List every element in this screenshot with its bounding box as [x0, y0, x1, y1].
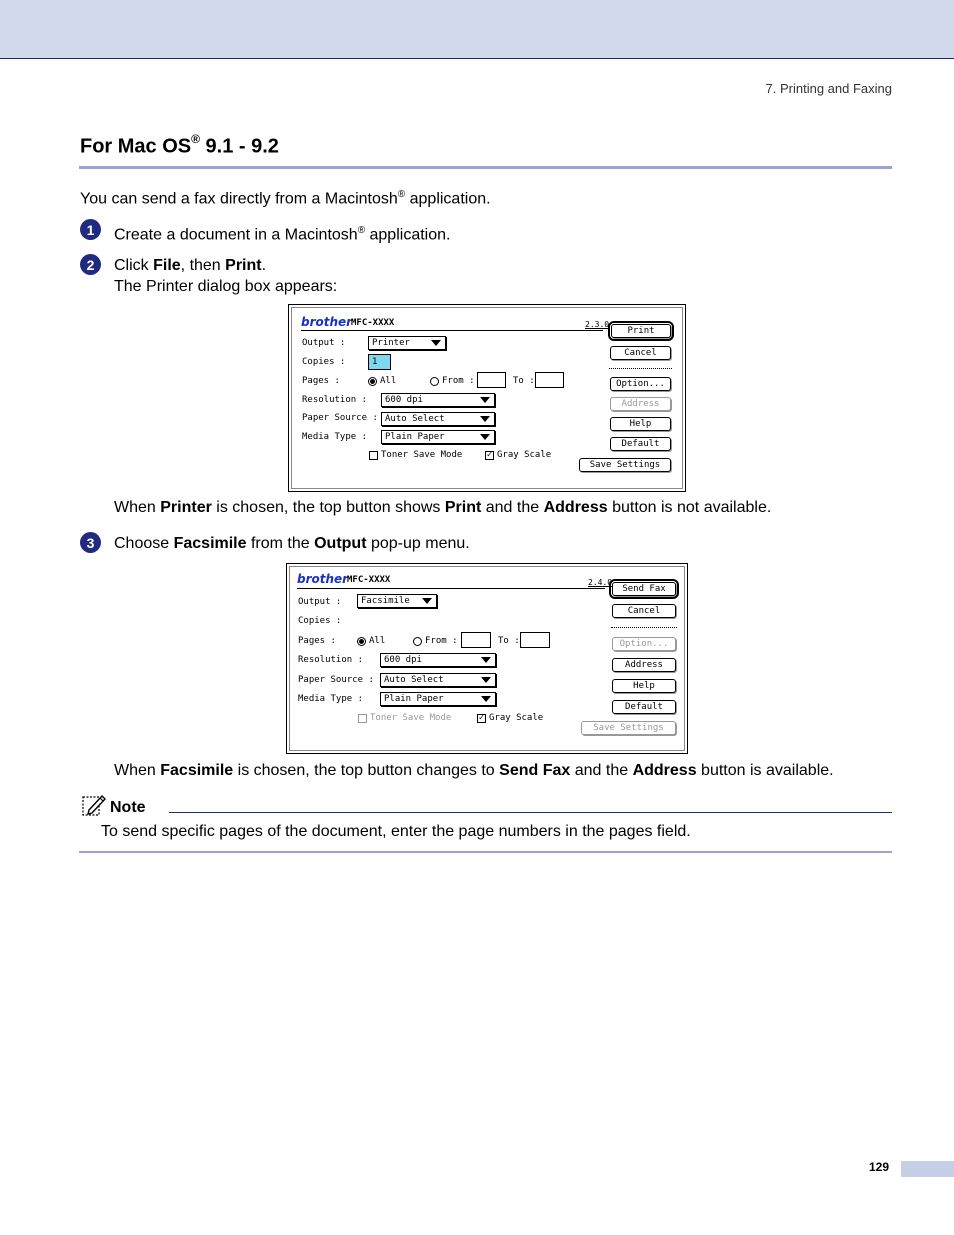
step-1-text: [114, 220, 450, 245]
pages-from-radio[interactable]: [430, 377, 439, 386]
toner-save-label: Toner Save Mode: [370, 713, 452, 723]
default-button[interactable]: Default: [612, 700, 676, 714]
driver-version: 2.4.0: [588, 578, 613, 587]
media-type-value: Plain Paper: [385, 432, 445, 442]
option-button[interactable]: Option...: [610, 377, 671, 391]
caption-part: is chosen, the top button changes to: [233, 762, 500, 779]
copies-label: Copies :: [302, 357, 346, 367]
step-1-part: Create a document in a Macintosh: [114, 226, 358, 244]
section-title: [80, 134, 279, 159]
caption-term: Address: [543, 499, 608, 516]
gray-scale-label: Gray Scale: [489, 713, 544, 723]
media-type-popup[interactable]: [381, 430, 495, 444]
caption-part: is chosen, the top button shows: [211, 499, 445, 516]
title-text: For Mac OS: [80, 135, 192, 158]
chevron-down-icon: [422, 598, 432, 604]
model-name: MFC-XXXX: [347, 575, 391, 585]
toner-save-checkbox[interactable]: [369, 451, 378, 460]
pages-label: Pages :: [298, 636, 336, 646]
output-popup[interactable]: [357, 594, 437, 608]
to-label: To :: [513, 376, 535, 386]
paper-source-value: Auto Select: [385, 414, 445, 424]
gray-scale-label: Gray Scale: [497, 450, 552, 460]
print-button[interactable]: Print: [611, 324, 671, 338]
resolution-popup[interactable]: [381, 393, 495, 407]
chevron-down-icon: [480, 434, 490, 440]
output-value: Printer: [372, 338, 410, 348]
paper-source-popup[interactable]: [381, 412, 495, 426]
step-2-part: .: [261, 257, 267, 274]
copies-label: Copies :: [298, 616, 342, 626]
header-band: [0, 0, 954, 59]
registered-mark: ®: [357, 225, 366, 236]
paper-source-label: Paper Source :: [302, 413, 378, 423]
intro-text: You can send a fax directly from a Macintosh: [80, 190, 398, 208]
page-tab: [901, 1161, 954, 1177]
step-2-part: Click: [114, 257, 154, 274]
copies-field[interactable]: 1: [368, 354, 391, 370]
chevron-down-icon: [480, 397, 490, 403]
caption-part: and the: [481, 499, 544, 516]
resolution-label: Resolution :: [302, 395, 368, 405]
paper-source-value: Auto Select: [384, 675, 444, 685]
gray-scale-checkbox[interactable]: ✓: [486, 450, 493, 460]
media-type-popup[interactable]: [380, 692, 496, 706]
output-popup[interactable]: [368, 336, 446, 350]
caption-facsimile: [114, 760, 834, 781]
step-3-text: [114, 533, 470, 554]
pages-all-radio[interactable]: [368, 377, 377, 386]
menu-print-term: Print: [225, 257, 262, 274]
intro-paragraph: [80, 184, 491, 209]
note-label: Note: [110, 799, 146, 816]
chevron-down-icon: [481, 677, 491, 683]
from-label: From :: [442, 376, 475, 386]
caption-part: button is not available.: [607, 499, 772, 516]
step-2-line-2: The Printer dialog box appears:: [114, 278, 338, 295]
separator: [611, 627, 677, 628]
cancel-button[interactable]: Cancel: [612, 604, 676, 618]
chevron-down-icon: [481, 696, 491, 702]
model-name: MFC-XXXX: [351, 318, 395, 328]
step-1-part-end: application.: [365, 226, 451, 244]
printer-dialog-screenshot: [288, 304, 686, 492]
from-label: From :: [425, 636, 458, 646]
caption-term: Print: [444, 499, 482, 516]
step-3-part: pop-up menu.: [366, 535, 470, 552]
registered-mark: ®: [397, 189, 406, 200]
paper-source-label: Paper Source :: [298, 675, 374, 685]
brother-logo: brother: [297, 572, 349, 586]
toner-save-label: Toner Save Mode: [381, 450, 463, 460]
to-label: To :: [498, 636, 520, 646]
caption-term: Address: [632, 762, 697, 779]
caption-part: When: [114, 762, 161, 779]
media-type-label: Media Type :: [302, 432, 368, 442]
caption-printer: [114, 497, 771, 518]
driver-version: 2.3.0: [585, 320, 610, 329]
output-term: Output: [314, 535, 367, 552]
to-field[interactable]: [535, 372, 564, 388]
paper-source-popup[interactable]: [380, 673, 496, 687]
header-divider: [301, 330, 603, 331]
media-type-value: Plain Paper: [384, 694, 444, 704]
from-field[interactable]: [461, 632, 491, 648]
pages-label: Pages :: [302, 376, 340, 386]
resolution-value: 600 dpi: [384, 655, 422, 665]
title-version: 9.1 - 9.2: [199, 135, 279, 158]
resolution-value: 600 dpi: [385, 395, 423, 405]
address-button[interactable]: Address: [612, 658, 676, 672]
gray-scale-checkbox[interactable]: ✓: [478, 713, 485, 723]
caption-term: Facsimile: [160, 762, 234, 779]
help-button[interactable]: Help: [612, 679, 676, 693]
registered-mark: ®: [191, 132, 200, 146]
fax-dialog-screenshot: [286, 563, 688, 754]
output-label: Output :: [298, 597, 342, 607]
page-number: 129: [869, 1160, 890, 1174]
facsimile-term: Facsimile: [173, 535, 247, 552]
menu-file-term: File: [153, 257, 181, 274]
caption-part: When: [114, 499, 161, 516]
note-pencil-icon: [82, 794, 106, 816]
toner-save-checkbox[interactable]: [358, 714, 367, 723]
step-number-3: 3: [80, 532, 101, 553]
note-bottom-rule: [79, 851, 892, 853]
step-number-2: 2: [80, 254, 101, 275]
default-button[interactable]: Default: [610, 437, 671, 451]
cancel-button[interactable]: Cancel: [610, 346, 671, 360]
media-type-label: Media Type :: [298, 694, 364, 704]
intro-text-end: application.: [405, 190, 491, 208]
step-3-part: from the: [246, 535, 315, 552]
help-button[interactable]: Help: [610, 417, 671, 431]
save-settings-button[interactable]: Save Settings: [579, 458, 671, 472]
note-rule: [169, 812, 892, 813]
caption-part: and the: [570, 762, 633, 779]
resolution-label: Resolution :: [298, 655, 364, 665]
to-field[interactable]: [520, 632, 550, 648]
note-text: To send specific pages of the document, enter the page numbers in the pages field.: [101, 823, 691, 840]
caption-part: button is available.: [696, 762, 834, 779]
send-fax-button[interactable]: Send Fax: [612, 582, 676, 596]
pages-all-label: All: [380, 376, 397, 386]
chevron-down-icon: [431, 340, 441, 346]
chevron-down-icon: [481, 657, 491, 663]
resolution-popup[interactable]: [380, 653, 496, 667]
pages-all-radio[interactable]: [357, 637, 366, 646]
pages-all-label: All: [369, 636, 386, 646]
caption-term: Printer: [160, 499, 212, 516]
output-value: Facsimile: [361, 596, 410, 606]
step-2-text: [114, 255, 266, 276]
step-2-part: , then: [180, 257, 226, 274]
pages-from-radio[interactable]: [413, 637, 422, 646]
from-field[interactable]: [477, 372, 506, 388]
output-label: Output :: [302, 338, 346, 348]
save-settings-button[interactable]: Save Settings: [581, 721, 676, 735]
separator: [609, 368, 672, 369]
title-rule: [79, 166, 892, 169]
option-button[interactable]: Option...: [612, 637, 676, 651]
caption-term: Send Fax: [499, 762, 571, 779]
chevron-down-icon: [480, 416, 490, 422]
brother-logo: brother: [301, 315, 353, 329]
header-divider: [297, 588, 605, 589]
step-number-1: 1: [80, 219, 101, 240]
step-3-part: Choose: [114, 535, 174, 552]
address-button[interactable]: Address: [610, 397, 671, 411]
running-head: 7. Printing and Faxing: [765, 81, 892, 96]
